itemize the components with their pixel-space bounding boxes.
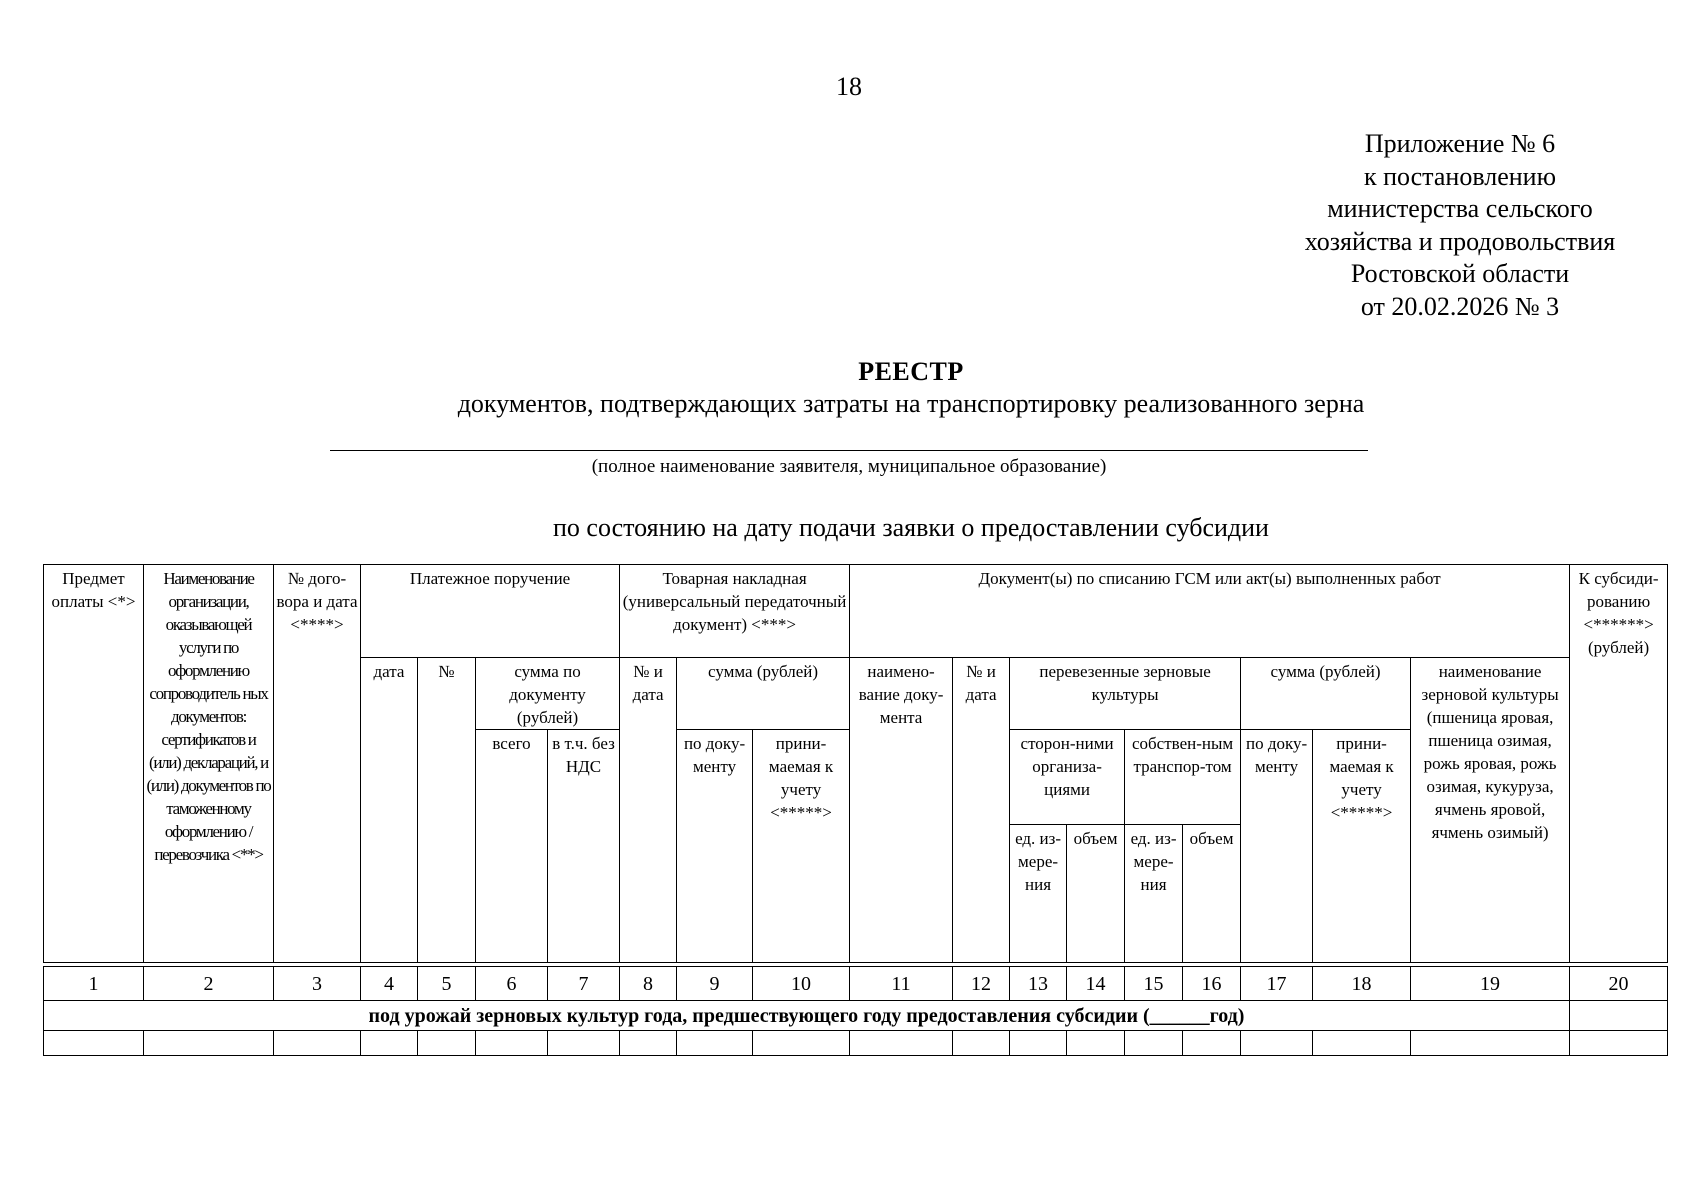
registry-header-table [43, 564, 1668, 963]
column-number: 9 [677, 967, 753, 1001]
empty-cell [1125, 1031, 1183, 1056]
header-third-party-transport: сторон-ними организа-циями [1010, 730, 1125, 825]
empty-cell [620, 1031, 677, 1056]
document-title: РЕЕСТР [858, 357, 964, 386]
empty-cell [418, 1031, 476, 1056]
header-waybill-number-date: № и дата [620, 658, 677, 963]
header-fuel-documents: Документ(ы) по списанию ГСМ или акт(ы) выполненных работ [850, 565, 1570, 658]
header-third-party-unit: ед. из-мере-ния [1010, 825, 1067, 963]
column-number: 16 [1183, 967, 1241, 1001]
header-waybill-sum: сумма (рублей) [677, 658, 850, 730]
empty-cell [1241, 1031, 1313, 1056]
header-transported-crops: перевезенные зерновые культуры [1010, 658, 1241, 730]
column-number: 11 [850, 967, 953, 1001]
header-fuel-by-document: по доку-менту [1241, 730, 1313, 963]
header-service-organization: Наименование организации, оказывающей услуги по оформлению сопроводитель ных документов: сертификатов и (или) деклараций, и (или) документов по таможенному оформлению / перевозчика <**> [144, 565, 274, 963]
header-payment-date: дата [361, 658, 418, 963]
column-number: 19 [1411, 967, 1570, 1001]
column-number: 5 [418, 967, 476, 1001]
header-crop-name: наименование зерновой культуры (пшеница яровая, пшеница озимая, рожь яровая, рожь озимая, кукуруза, ячмень яровой, ячмень озимый) [1411, 658, 1570, 963]
header-fuel-number-date: № и дата [953, 658, 1010, 963]
column-number: 20 [1570, 967, 1668, 1001]
header-waybill: Товарная накладная (универсальный передаточный документ) <***> [620, 565, 850, 658]
column-number-row [44, 967, 1668, 1001]
header-payment-sum: сумма по документу (рублей) [476, 658, 620, 730]
empty-cell [361, 1031, 418, 1056]
column-number: 1 [44, 967, 144, 1001]
empty-cell [144, 1031, 274, 1056]
appendix-line: к постановлению [1363, 161, 1557, 191]
header-payment-number: № [418, 658, 476, 963]
header-waybill-accepted: прини-маемая к учету <*****> [753, 730, 850, 963]
appendix-line: хозяйства и продовольствия [1304, 226, 1616, 256]
appendix-block [1250, 128, 1670, 323]
empty-cell [1183, 1031, 1241, 1056]
column-number: 12 [953, 967, 1010, 1001]
column-number: 18 [1313, 967, 1411, 1001]
column-number: 10 [753, 967, 850, 1001]
column-number: 13 [1010, 967, 1067, 1001]
section-row-label: под урожай зерновых культур года, предшествующего году предоставления субсидии (______год) [44, 1001, 1570, 1031]
column-number: 3 [274, 967, 361, 1001]
header-document-name: наимено-вание доку-мента [850, 658, 953, 963]
table-row [44, 1031, 1668, 1056]
header-payment-excl-vat: в т.ч. без НДС [548, 730, 620, 963]
column-number: 7 [548, 967, 620, 1001]
column-number: 14 [1067, 967, 1125, 1001]
header-third-party-volume: объем [1067, 825, 1125, 963]
page-number: 18 [836, 72, 862, 101]
appendix-line: Приложение № 6 [1364, 129, 1556, 158]
header-own-volume: объем [1183, 825, 1241, 963]
header-waybill-by-document: по доку-менту [677, 730, 753, 963]
column-number: 15 [1125, 967, 1183, 1001]
column-number: 2 [144, 967, 274, 1001]
header-fuel-sum: сумма (рублей) [1241, 658, 1411, 730]
empty-cell [953, 1031, 1010, 1056]
empty-cell [44, 1031, 144, 1056]
section-row-empty-cell [1570, 1001, 1668, 1031]
appendix-line: Ростовской области [1350, 259, 1570, 288]
document-subtitle: документов, подтверждающих затраты на транспортировку реализованного зерна [457, 389, 1365, 418]
empty-cell [476, 1031, 548, 1056]
applicant-fill-line [330, 450, 1368, 451]
appendix-line: министерства сельского [1327, 194, 1593, 223]
header-payment-total: всего [476, 730, 548, 963]
empty-cell [548, 1031, 620, 1056]
column-number: 6 [476, 967, 548, 1001]
empty-cell [850, 1031, 953, 1056]
section-row [44, 1001, 1668, 1031]
header-fuel-accepted: прини-маемая к учету <*****> [1313, 730, 1411, 963]
state-line: по состоянию на дату подачи заявки о предоставлении субсидии [553, 513, 1269, 542]
empty-cell [1411, 1031, 1570, 1056]
registry-body-table [43, 966, 1668, 1056]
applicant-fill-caption: (полное наименование заявителя, муниципальное образование) [591, 456, 1107, 477]
header-payment-subject: Предмет оплаты <*> [44, 565, 144, 963]
column-number: 4 [361, 967, 418, 1001]
appendix-line: от 20.02.2026 № 3 [1360, 291, 1560, 321]
empty-cell [1067, 1031, 1125, 1056]
header-own-unit: ед. из-мере-ния [1125, 825, 1183, 963]
header-contract-number-date: № дого-вора и дата <****> [274, 565, 361, 963]
column-number: 17 [1241, 967, 1313, 1001]
header-own-transport: собствен-ным транспор-том [1125, 730, 1241, 825]
header-payment-order: Платежное поручение [361, 565, 620, 658]
empty-cell [1010, 1031, 1067, 1056]
empty-cell [1570, 1031, 1668, 1056]
empty-cell [677, 1031, 753, 1056]
header-to-subsidize: К субсиди-рованию <******> (рублей) [1570, 565, 1668, 963]
column-number: 8 [620, 967, 677, 1001]
empty-cell [274, 1031, 361, 1056]
empty-cell [753, 1031, 850, 1056]
empty-cell [1313, 1031, 1411, 1056]
